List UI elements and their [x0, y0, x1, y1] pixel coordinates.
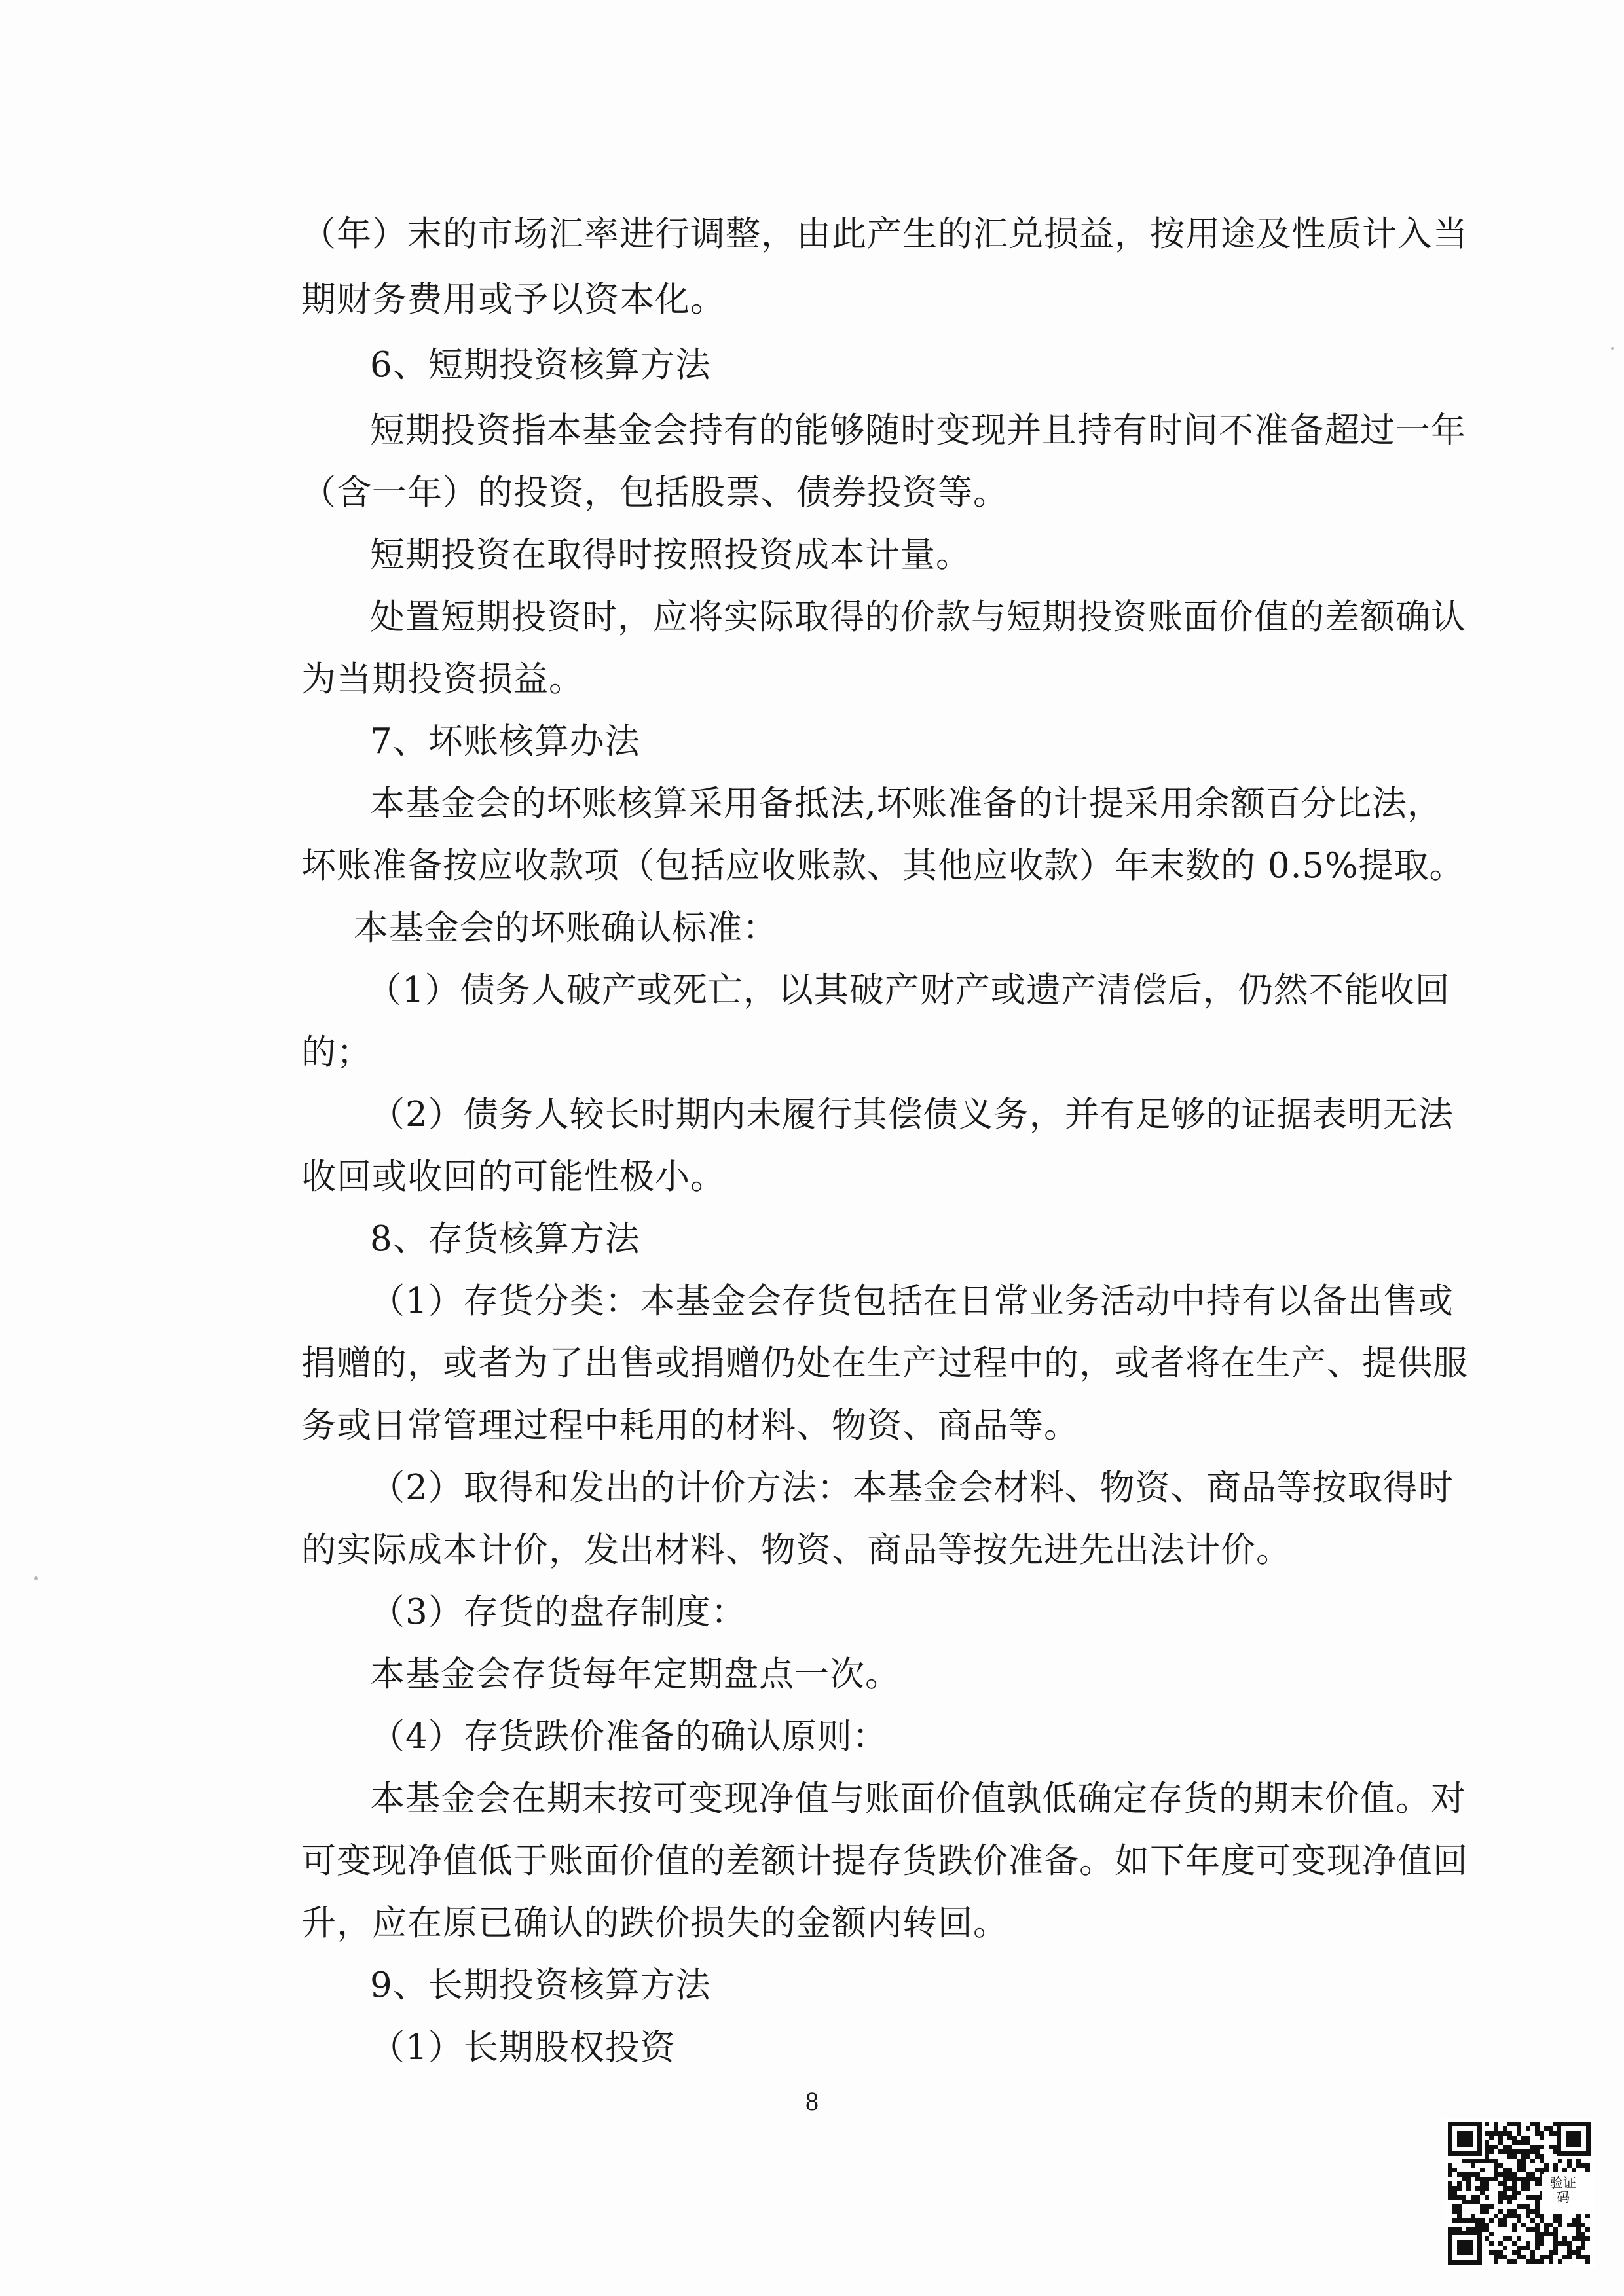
scan-speck: [34, 1576, 38, 1580]
body-line: 本基金会在期末按可变现净值与账面价值孰低确定存货的期末价值。对: [370, 1779, 1466, 1819]
body-line: 坏账准备按应收款项（包括应收账款、其他应收款）年末数的 0.5%提取。: [301, 846, 1465, 886]
section-heading: 6、短期投资核算方法: [370, 345, 711, 385]
section-heading: 9、长期投资核算方法: [370, 1965, 711, 2005]
body-line: （2）债务人较长时期内未履行其偿债义务，并有足够的证据表明无法: [370, 1095, 1454, 1135]
body-line: （2）取得和发出的计价方法：本基金会材料、物资、商品等按取得时: [370, 1468, 1454, 1508]
body-line: （年）末的市场汇率进行调整，由此产生的汇兑损益，按用途及性质计入当: [301, 214, 1468, 254]
body-line: 为当期投资损益。: [301, 659, 584, 699]
body-line: （4）存货跌价准备的确认原则：: [370, 1717, 888, 1757]
body-line: 收回或收回的可能性极小。: [301, 1157, 726, 1197]
svg-text:码: 码: [1557, 2189, 1570, 2205]
body-line: （含一年）的投资，包括股票、债券投资等。: [301, 473, 1008, 513]
body-line: 本基金会的坏账确认标准：: [354, 908, 778, 948]
body-line: 处置短期投资时，应将实际取得的价款与短期投资账面价值的差额确认: [370, 597, 1466, 637]
body-line: 捐赠的，或者为了出售或捐赠仍处在生产过程中的，或者将在生产、提供服: [301, 1343, 1468, 1383]
body-line: 的；: [301, 1032, 372, 1072]
svg-text:验证: 验证: [1550, 2175, 1576, 2191]
body-line: （1）债务人破产或死亡，以其破产财产或遗产清偿后，仍然不能收回: [367, 970, 1450, 1010]
body-line: 本基金会存货每年定期盘点一次。: [370, 1654, 900, 1694]
body-line: 短期投资指本基金会持有的能够随时变现并且持有时间不准备超过一年: [370, 410, 1466, 450]
body-line: 可变现净值低于账面价值的差额计提存货跌价准备。如下年度可变现净值回: [301, 1841, 1468, 1881]
body-line: 短期投资在取得时按照投资成本计量。: [370, 535, 971, 575]
section-heading: 7、坏账核算办法: [370, 721, 640, 761]
body-line: 的实际成本计价，发出材料、物资、商品等按先进先出法计价。: [301, 1530, 1291, 1570]
page-number: 8: [805, 2086, 819, 2116]
body-line: 务或日常管理过程中耗用的材料、物资、商品等。: [301, 1406, 1079, 1446]
qr-code-icon: [1444, 2118, 1595, 2269]
body-line: 期财务费用或予以资本化。: [301, 280, 726, 319]
body-line: （1）存货分类：本基金会存货包括在日常业务活动中持有以备出售或: [370, 1281, 1454, 1321]
body-line: （3）存货的盘存制度：: [370, 1592, 747, 1632]
body-line: （1）长期股权投资: [370, 2028, 676, 2068]
scan-speck: [1611, 347, 1614, 350]
section-heading: 8、存货核算方法: [370, 1219, 640, 1259]
body-line: 升，应在原已确认的跌价损失的金额内转回。: [301, 1903, 1008, 1943]
body-line: 本基金会的坏账核算采用备抵法,坏账准备的计提采用余额百分比法，: [370, 784, 1443, 824]
